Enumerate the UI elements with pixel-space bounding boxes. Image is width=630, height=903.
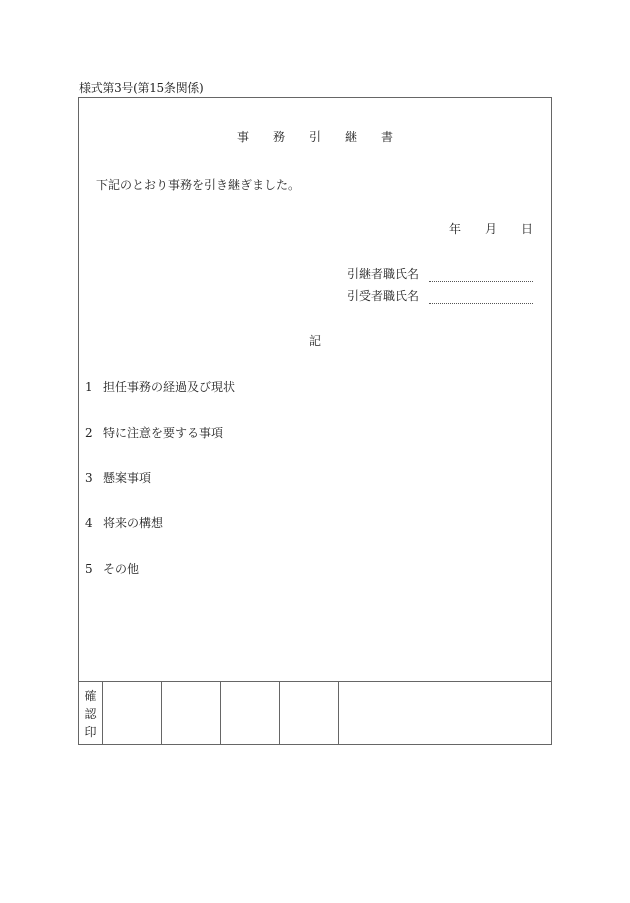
title-char: 事 [236, 130, 249, 144]
date-day: 日 [520, 222, 533, 236]
seal-cell[interactable] [162, 682, 221, 745]
seal-cell[interactable] [280, 682, 339, 745]
transferor-name-field[interactable] [429, 269, 533, 282]
item-text: 特に注意を要する事項 [103, 426, 224, 440]
form-frame [78, 97, 552, 745]
item-number: 5 [85, 562, 93, 576]
item-number: 3 [85, 471, 93, 485]
seal-cell[interactable] [221, 682, 280, 745]
ki-heading: 記 [308, 334, 321, 348]
transferor-label: 引継者職氏名 [347, 267, 420, 281]
item-text: 将来の構想 [103, 516, 164, 530]
list-item [85, 378, 235, 395]
list-item [85, 514, 163, 531]
list-item [85, 424, 223, 441]
date-year: 年 [448, 222, 461, 236]
seal-cell[interactable] [103, 682, 162, 745]
item-text: 担任事務の経過及び現状 [103, 380, 236, 394]
intro-text: 下記のとおり事務を引き継ぎました。 [96, 178, 301, 192]
transferee-signature [347, 287, 533, 304]
transferee-name-field[interactable] [429, 291, 533, 304]
confirmation-seal-table [79, 681, 551, 745]
title-char: 引 [308, 130, 321, 144]
date-month: 月 [484, 222, 497, 236]
seal-header-char: 認 [84, 706, 97, 721]
item-text: その他 [103, 562, 140, 576]
seal-header-char: 確 [84, 688, 97, 703]
date-field[interactable] [425, 220, 533, 237]
seal-cell[interactable] [339, 682, 551, 745]
seal-header [79, 682, 103, 745]
seal-header-char: 印 [84, 724, 97, 739]
transferee-label: 引受者職氏名 [347, 289, 420, 303]
title-char: 務 [272, 130, 285, 144]
list-item [85, 560, 139, 577]
item-number: 2 [85, 426, 93, 440]
title-char: 継 [345, 130, 358, 144]
title-char: 書 [381, 130, 394, 144]
form-caption: 様式第3号(第15条関係) [79, 81, 204, 95]
item-number: 1 [85, 380, 93, 394]
document-title [79, 128, 551, 145]
list-item [85, 469, 151, 486]
item-number: 4 [85, 516, 93, 530]
transferor-signature [347, 265, 533, 282]
item-text: 懸案事項 [103, 471, 152, 485]
